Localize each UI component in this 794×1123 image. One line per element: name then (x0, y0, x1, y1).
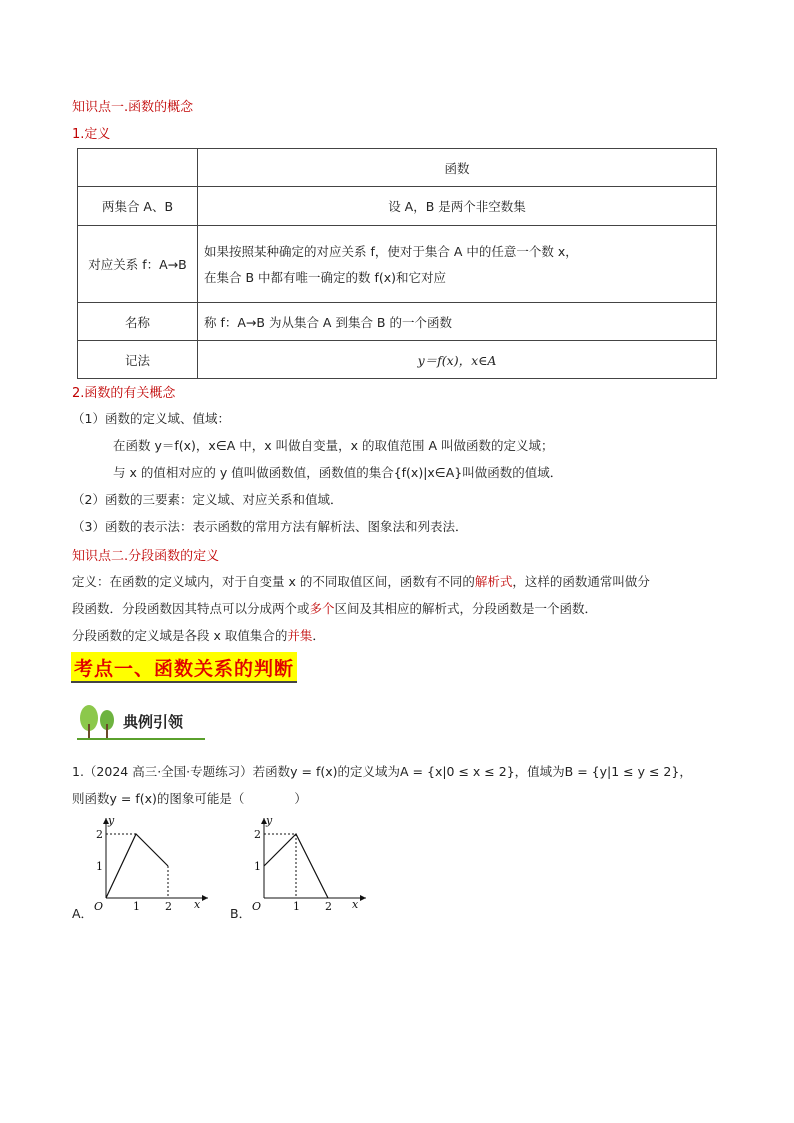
section-title-1: 知识点一.函数的概念 (72, 100, 194, 115)
graph-b-tick-y1: 1 (254, 860, 261, 873)
table-row1-left: 两集合 A、B (78, 187, 198, 226)
graph-a-tick-x2: 2 (165, 900, 172, 913)
concept-p3: （3）函数的表示法：表示函数的常用方法有解析法、图象法和列表法． (72, 519, 468, 534)
piecewise-line3-post: ． (312, 628, 325, 643)
subsection-concepts: 2.函数的有关概念 (72, 386, 176, 401)
section-title-2: 知识点二.分段函数的定义 (72, 549, 220, 564)
piecewise-line2-post: 区间及其相应的解析式，分段函数是一个函数． (334, 601, 598, 616)
piecewise-line1-pre: 定义：在函数的定义域内，对于自变量 x 的不同取值区间，函数有不同的 (72, 574, 475, 589)
concept-p2: （2）函数的三要素：定义域、对应关系和值域． (72, 492, 343, 507)
piecewise-line1-red: 解析式 (474, 574, 513, 589)
subsection-definition: 1.定义 (72, 127, 111, 142)
option-b-label: B． (230, 906, 252, 921)
table-row2-line1: 如果按照某种确定的对应关系 f，使对于集合 A 中的任意一个数 x， (204, 244, 578, 259)
graph-a-y-label: y (108, 814, 115, 827)
graph-b-x-arrow (360, 895, 366, 901)
table-row2-left: 对应关系 f：A→B (78, 226, 198, 303)
table-row4-right: y＝f(x)，x∈A (198, 341, 717, 379)
graph-a-tick-y1: 1 (96, 860, 103, 873)
piecewise-line3 (72, 626, 325, 644)
graph-b-tick-x1: 1 (293, 900, 300, 913)
piecewise-line2-red: 多个 (309, 601, 335, 616)
table-row1-right: 设 A，B 是两个非空数集 (198, 187, 717, 226)
table-row3-left: 名称 (78, 303, 198, 341)
piecewise-line2 (72, 599, 597, 617)
graph-b-x-label: x (352, 898, 359, 911)
banner-label: 典例引领 (123, 713, 184, 731)
graph-a-tick-x1: 1 (133, 900, 140, 913)
table-header-right: 函数 (198, 149, 717, 187)
graph-b-tick-y2: 2 (254, 828, 261, 841)
option-a-label: A． (72, 906, 94, 921)
concept-p1a: 在函数 y＝f(x)，x∈A 中，x 叫做自变量，x 的取值范围 A 叫做函数的定义域； (113, 438, 554, 453)
graph-option-a (82, 812, 217, 922)
graph-option-b (240, 812, 375, 922)
piecewise-line3-red: 并集 (287, 628, 313, 643)
graph-a-curve (106, 834, 168, 898)
concept-p1: （1）函数的定义域、值域： (72, 411, 230, 426)
graph-a-x-label: x (194, 898, 201, 911)
graph-b-tick-x2: 2 (325, 900, 332, 913)
piecewise-line3-pre: 分段函数的定义域是各段 x 取值集合的 (72, 628, 288, 643)
graph-a-tick-y2: 2 (96, 828, 103, 841)
table-row4-left: 记法 (78, 341, 198, 379)
question-line1: 1.（2024 高三·全国·专题练习）若函数y = f(x)的定义域为A = {x|0 ≤ x ≤ 2}，值域为B = {y|1 ≤ y ≤ 2}， (72, 764, 692, 779)
piecewise-line1 (72, 572, 650, 590)
kaodian-heading: 考点一、函数关系的判断 (71, 652, 297, 683)
graph-a-origin: O (94, 900, 104, 913)
definition-table (77, 148, 717, 379)
question-line2: 则函数y = f(x)的图象可能是（ ） (72, 791, 307, 806)
table-header-left (78, 149, 198, 187)
concept-p1b: 与 x 的值相对应的 y 值叫做函数值，函数值的集合{f(x)|x∈A}叫做函数的值域． (113, 465, 563, 480)
graph-b-origin: O (252, 900, 262, 913)
example-banner (77, 702, 207, 742)
table-row2-line2: 在集合 B 中都有唯一确定的数 f(x)和它对应 (204, 270, 447, 285)
graph-a-x-arrow (202, 895, 208, 901)
piecewise-line1-post: ，这样的函数通常叫做分 (512, 574, 650, 589)
table-row2-right (198, 226, 717, 303)
piecewise-line2-pre: 段函数．分段函数因其特点可以分成两个或 (72, 601, 310, 616)
table-row3-right: 称 f：A→B 为从集合 A 到集合 B 的一个函数 (198, 303, 717, 341)
graph-b-y-label: y (266, 814, 273, 827)
